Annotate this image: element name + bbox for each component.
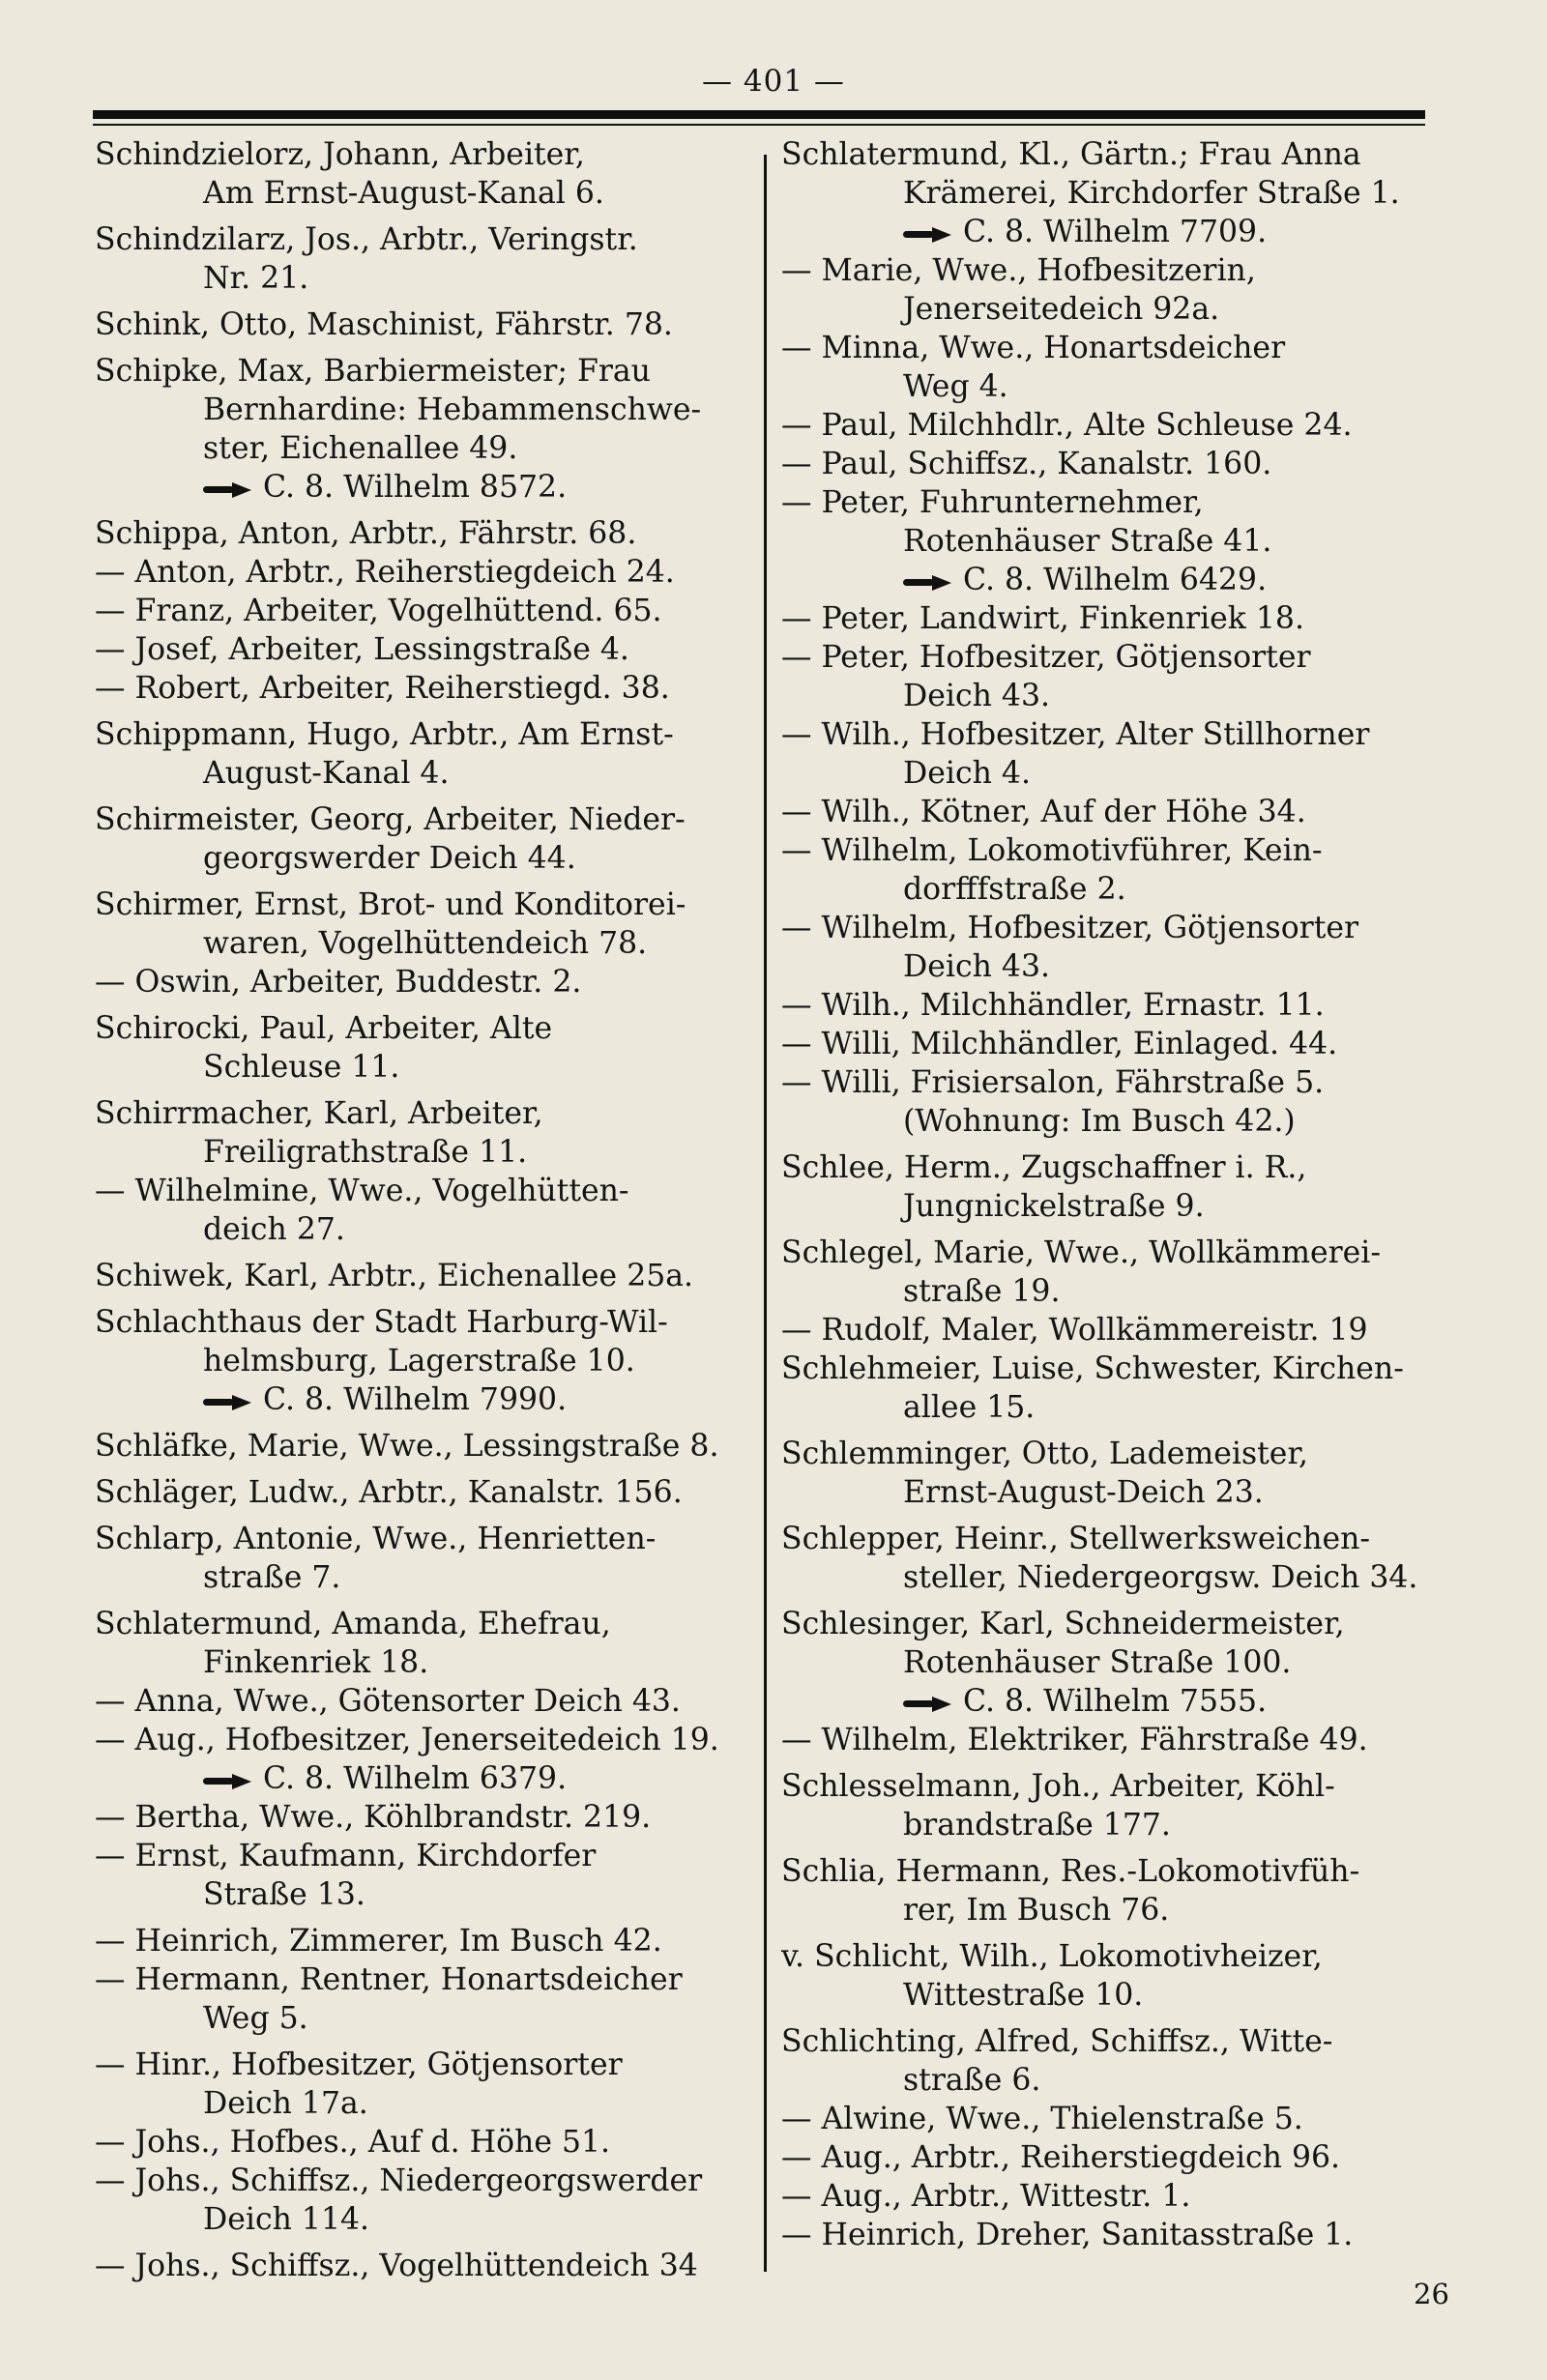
- directory-sub-entry-line: [781, 483, 1204, 522]
- directory-entry-line: [95, 305, 673, 344]
- directory-entry-line: [903, 1891, 1169, 1930]
- directory-sub-entry-line: [95, 1798, 651, 1837]
- entry-text: — Wilhelm, Hofbesitzer, Götjensorter: [781, 911, 1359, 945]
- entry-text: — Paul, Milchhdlr., Alte Schleuse 24.: [781, 408, 1353, 443]
- entry-text: deich 27.: [203, 1212, 345, 1247]
- directory-sub-entry-line: [95, 630, 629, 669]
- footer-signature-number: 26: [1414, 2278, 1449, 2310]
- entry-text: Schlatermund, Kl., Gärtn.; Frau Anna: [781, 137, 1361, 172]
- entry-text: Schindzilarz, Jos., Arbtr., Veringstr.: [95, 222, 638, 257]
- entry-text: Weg 4.: [903, 369, 1008, 404]
- directory-entry-line: [903, 677, 1050, 715]
- directory-entry-line: [903, 754, 1031, 793]
- directory-entry-line: [903, 1558, 1417, 1597]
- directory-entry-line: [203, 924, 647, 963]
- entry-text: — Wilhelm, Elektriker, Fährstraße 49.: [781, 1723, 1368, 1757]
- entry-text: Schippa, Anton, Arbtr., Fährstr. 68.: [95, 516, 637, 551]
- entry-text: — Heinrich, Zimmerer, Im Busch 42.: [95, 1924, 662, 1959]
- telephone-icon: [203, 1395, 253, 1408]
- entry-text: Schirmer, Ernst, Brot- und Konditorei-: [95, 887, 686, 922]
- directory-entry-line: [203, 2084, 368, 2123]
- directory-entry-line: [903, 2061, 1040, 2100]
- directory-entry-line: [781, 1852, 1359, 1891]
- directory-sub-entry-line: [781, 1721, 1368, 1759]
- directory-entry-line: [903, 561, 1267, 599]
- directory-entry-line: [781, 1148, 1306, 1187]
- entry-text: — Oswin, Arbeiter, Buddestr. 2.: [95, 965, 582, 1000]
- entry-text: C. 8. Wilhelm 6379.: [263, 1761, 568, 1796]
- entry-text: — Minna, Wwe., Honartsdeicher: [781, 331, 1286, 365]
- entry-text: C. 8. Wilhelm 7555.: [963, 1684, 1268, 1719]
- directory-entry-line: [95, 1473, 683, 1512]
- entry-text: — Josef, Arbeiter, Lessingstraße 4.: [95, 632, 629, 667]
- entry-text: — Anna, Wwe., Götensorter Deich 43.: [95, 1684, 681, 1719]
- directory-entry-line: [203, 2200, 369, 2239]
- directory-entry-line: [781, 2022, 1332, 2061]
- directory-entry-line: [95, 715, 674, 754]
- entry-text: Schink, Otto, Maschinist, Fährstr. 78.: [95, 307, 673, 342]
- directory-sub-entry-line: [781, 1311, 1368, 1350]
- column-divider: [764, 155, 767, 2272]
- entry-text: C. 8. Wilhelm 8572.: [263, 470, 568, 505]
- telephone-icon: [903, 1697, 953, 1710]
- entry-text: Am Ernst-August-Kanal 6.: [203, 176, 604, 211]
- entry-text: — Hinr., Hofbesitzer, Götjensorter: [95, 2047, 623, 2082]
- entry-text: georgswerder Deich 44.: [203, 841, 576, 876]
- entry-text: Schlarp, Antonie, Wwe., Henrietten-: [95, 1522, 657, 1556]
- directory-entry-line: [903, 522, 1271, 561]
- entry-text: — Wilh., Hofbesitzer, Alter Stillhorner: [781, 717, 1370, 752]
- entry-text: — Willi, Milchhändler, Einlaged. 44.: [781, 1027, 1338, 1061]
- directory-entry-line: [903, 947, 1050, 986]
- entry-text: C. 8. Wilhelm 7709.: [963, 215, 1268, 249]
- directory-entry-line: [903, 1473, 1264, 1512]
- directory-entry-line: [781, 1937, 1323, 1976]
- entry-text: Schlesinger, Karl, Schneidermeister,: [781, 1607, 1345, 1641]
- entry-text: (Wohnung: Im Busch 42.): [903, 1104, 1296, 1139]
- entry-text: dorfffstraße 2.: [903, 872, 1126, 907]
- entry-text: Krämerei, Kirchdorfer Straße 1.: [903, 176, 1400, 211]
- directory-entry-line: [781, 1234, 1381, 1272]
- entry-text: Schirmeister, Georg, Arbeiter, Nieder-: [95, 802, 686, 837]
- entry-text: allee 15.: [903, 1390, 1036, 1425]
- directory-sub-entry-line: [95, 963, 581, 1001]
- directory-entry-line: [95, 1520, 656, 1558]
- entry-text: Schlegel, Marie, Wwe., Wollkämmerei-: [781, 1235, 1382, 1270]
- directory-entry-line: [203, 1558, 340, 1597]
- directory-sub-entry-line: [781, 406, 1353, 445]
- directory-entry-line: [203, 468, 567, 507]
- entry-text: Schlichting, Alfred, Schiffsz., Witte-: [781, 2024, 1333, 2059]
- entry-text: — Wilh., Milchhändler, Ernastr. 11.: [781, 988, 1325, 1023]
- directory-entry-line: [903, 1388, 1035, 1427]
- directory-entry-line: [203, 391, 701, 429]
- entry-text: Schläger, Ludw., Arbtr., Kanalstr. 156.: [95, 1475, 683, 1510]
- entry-text: Schlatermund, Amanda, Ehefrau,: [95, 1607, 611, 1641]
- entry-text: waren, Vogelhüttendeich 78.: [203, 926, 648, 961]
- directory-entry-line: [903, 174, 1400, 213]
- entry-text: — Heinrich, Dreher, Sanitasstraße 1.: [781, 2218, 1354, 2252]
- directory-entry-line: [203, 839, 576, 878]
- directory-entry-line: [903, 1187, 1205, 1226]
- entry-text: Schlemminger, Otto, Lademeister,: [781, 1437, 1309, 1471]
- entry-text: — Peter, Fuhrunternehmer,: [781, 485, 1204, 520]
- directory-entry-line: [903, 1682, 1267, 1721]
- entry-text: Schlee, Herm., Zugschaffner i. R.,: [781, 1150, 1307, 1185]
- entry-text: — Johs., Schiffsz., Vogelhüttendeich 34: [95, 2249, 698, 2283]
- entry-text: Schiwek, Karl, Arbtr., Eichenallee 25a.: [95, 1259, 694, 1293]
- directory-entry-line: [781, 1350, 1404, 1388]
- directory-entry-line: [95, 135, 585, 174]
- directory-entry-line: [203, 1133, 527, 1172]
- directory-entry-line: [95, 885, 686, 924]
- entry-text: — Willi, Frisiersalon, Fährstraße 5.: [781, 1065, 1325, 1100]
- directory-sub-entry-line: [95, 592, 662, 630]
- directory-sub-entry-line: [95, 1172, 629, 1210]
- entry-text: Deich 43.: [903, 949, 1051, 984]
- entry-text: Bernhardine: Hebammenschwe-: [203, 392, 702, 427]
- directory-sub-entry-line: [95, 1682, 681, 1721]
- entry-text: — Peter, Landwirt, Finkenriek 18.: [781, 601, 1304, 636]
- entry-text: — Marie, Wwe., Hofbesitzerin,: [781, 253, 1256, 288]
- entry-text: — Paul, Schiffsz., Kanalstr. 160.: [781, 447, 1272, 481]
- directory-entry-line: [95, 514, 636, 553]
- directory-sub-entry-line: [781, 831, 1323, 870]
- entry-text: straße 6.: [903, 2063, 1041, 2098]
- directory-entry-line: [903, 367, 1008, 406]
- entry-text: — Bertha, Wwe., Köhlbrandstr. 219.: [95, 1800, 652, 1835]
- directory-entry-line: [903, 1806, 1171, 1844]
- directory-entry-line: [203, 754, 449, 793]
- entry-text: — Aug., Hofbesitzer, Jenerseitedeich 19.: [95, 1723, 719, 1757]
- directory-entry-line: [781, 1520, 1370, 1558]
- directory-entry-line: [203, 1380, 567, 1419]
- header-rule-thin: [93, 124, 1425, 126]
- page-number: — 401 —: [702, 64, 845, 99]
- directory-sub-entry-line: [781, 1063, 1324, 1102]
- entry-text: Rotenhäuser Straße 41.: [903, 524, 1272, 559]
- directory-entry-line: [903, 290, 1219, 329]
- directory-sub-entry-line: [781, 251, 1256, 290]
- directory-entry-line: [903, 1643, 1291, 1682]
- directory-entry-line: [203, 429, 517, 468]
- directory-sub-entry-line: [95, 1922, 662, 1960]
- directory-sub-entry-line: [95, 1721, 719, 1759]
- directory-entry-line: [903, 870, 1126, 909]
- directory-entry-line: [95, 1009, 552, 1048]
- entry-text: Schlehmeier, Luise, Schwester, Kirchen-: [781, 1351, 1404, 1386]
- directory-entry-line: [203, 1759, 567, 1798]
- directory-sub-entry-line: [781, 909, 1358, 947]
- directory-entry-line: [903, 1272, 1060, 1311]
- entry-text: Weg 5.: [203, 2001, 308, 2036]
- entry-text: brandstraße 177.: [903, 1808, 1171, 1843]
- entry-text: Straße 13.: [203, 1877, 365, 1912]
- directory-entry-line: [203, 1999, 308, 2038]
- directory-sub-entry-line: [95, 1960, 683, 1999]
- directory-sub-entry-line: [95, 2123, 610, 2162]
- directory-entry-line: [95, 1427, 718, 1466]
- entry-text: — Franz, Arbeiter, Vogelhüttend. 65.: [95, 594, 662, 628]
- directory-sub-entry-line: [781, 2177, 1190, 2216]
- directory-sub-entry-line: [781, 329, 1285, 367]
- entry-text: Nr. 21.: [203, 261, 309, 296]
- telephone-icon: [903, 227, 953, 241]
- entry-text: rer, Im Busch 76.: [903, 1893, 1170, 1928]
- directory-sub-entry-line: [781, 2216, 1353, 2254]
- entry-text: Rotenhäuser Straße 100.: [903, 1645, 1292, 1680]
- directory-sub-entry-line: [95, 553, 675, 592]
- directory-entry-line: [95, 1303, 668, 1342]
- entry-text: Schläfke, Marie, Wwe., Lessingstraße 8.: [95, 1429, 719, 1464]
- entry-text: Schirocki, Paul, Arbeiter, Alte: [95, 1011, 553, 1046]
- entry-text: Freiligrathstraße 11.: [203, 1135, 528, 1170]
- directory-entry-line: [203, 1048, 399, 1087]
- directory-entry-line: [95, 220, 638, 259]
- directory-entry-line: [903, 1102, 1296, 1141]
- entry-text: Schlia, Hermann, Res.-Lokomotivfüh-: [781, 1854, 1360, 1889]
- entry-text: Jenerseitedeich 92a.: [903, 292, 1220, 327]
- entry-text: C. 8. Wilhelm 7990.: [263, 1382, 568, 1417]
- directory-entry-line: [203, 259, 308, 298]
- telephone-icon: [903, 575, 953, 589]
- directory-entry-line: [95, 1605, 611, 1643]
- entry-text: — Alwine, Wwe., Thielenstraße 5.: [781, 2102, 1303, 2136]
- entry-text: Schlesselmann, Joh., Arbeiter, Köhl-: [781, 1769, 1335, 1804]
- directory-sub-entry-line: [781, 2100, 1303, 2138]
- directory-entry-line: [903, 1976, 1143, 2015]
- directory-sub-entry-line: [95, 2247, 698, 2285]
- directory-sub-entry-line: [781, 445, 1271, 483]
- entry-text: — Rudolf, Maler, Wollkämmereistr. 19: [781, 1313, 1368, 1348]
- directory-entry-line: [95, 1257, 693, 1295]
- directory-entry-line: [903, 213, 1267, 251]
- entry-text: helmsburg, Lagerstraße 10.: [203, 1344, 635, 1379]
- entry-text: — Wilhelmine, Wwe., Vogelhütten-: [95, 1174, 629, 1208]
- entry-text: Wittestraße 10.: [903, 1978, 1144, 2013]
- directory-sub-entry-line: [95, 669, 670, 708]
- entry-text: straße 7.: [203, 1560, 341, 1595]
- telephone-icon: [203, 482, 253, 496]
- entry-text: steller, Niedergeorgsw. Deich 34.: [903, 1560, 1418, 1595]
- entry-text: ster, Eichenallee 49.: [203, 431, 518, 466]
- directory-entry-line: [95, 800, 686, 839]
- entry-text: Deich 43.: [903, 679, 1051, 713]
- directory-entry-line: [203, 1210, 345, 1249]
- entry-text: C. 8. Wilhelm 6429.: [963, 563, 1268, 597]
- entry-text: — Ernst, Kaufmann, Kirchdorfer: [95, 1839, 597, 1873]
- entry-text: — Wilh., Kötner, Auf der Höhe 34.: [781, 795, 1306, 829]
- directory-entry-line: [203, 174, 604, 213]
- entry-text: Schindzielorz, Johann, Arbeiter,: [95, 137, 585, 172]
- entry-text: — Aug., Arbtr., Wittestr. 1.: [781, 2179, 1191, 2214]
- entry-text: — Johs., Hofbes., Auf d. Höhe 51.: [95, 2125, 611, 2160]
- directory-entry-line: [203, 1875, 365, 1914]
- entry-text: — Peter, Hofbesitzer, Götjensorter: [781, 640, 1311, 675]
- entry-text: August-Kanal 4.: [203, 756, 450, 791]
- directory-sub-entry-line: [781, 599, 1304, 638]
- directory-sub-entry-line: [781, 2138, 1340, 2177]
- telephone-icon: [203, 1774, 253, 1787]
- entry-text: Schipke, Max, Barbiermeister; Frau: [95, 354, 651, 389]
- entry-text: — Robert, Arbeiter, Reiherstiegd. 38.: [95, 671, 670, 706]
- entry-text: Schlachthaus der Stadt Harburg-Wil-: [95, 1305, 668, 1340]
- entry-text: Jungnickelstraße 9.: [903, 1189, 1205, 1224]
- entry-text: Ernst-August-Deich 23.: [903, 1475, 1264, 1510]
- entry-text: Schirrmacher, Karl, Arbeiter,: [95, 1096, 543, 1131]
- entry-text: v. Schlicht, Wilh., Lokomotivheizer,: [781, 1939, 1323, 1974]
- entry-text: Deich 17a.: [203, 2086, 368, 2121]
- entry-text: — Johs., Schiffsz., Niedergeorgswerder: [95, 2163, 703, 2198]
- directory-sub-entry-line: [781, 793, 1306, 831]
- directory-entry-line: [781, 1605, 1345, 1643]
- directory-sub-entry-line: [95, 2046, 623, 2084]
- header-rule-thick: [93, 110, 1425, 119]
- directory-entry-line: [95, 352, 651, 391]
- entry-text: Schleuse 11.: [203, 1050, 400, 1085]
- entry-text: — Hermann, Rentner, Honartsdeicher: [95, 1962, 683, 1997]
- entry-text: — Wilhelm, Lokomotivführer, Kein-: [781, 833, 1323, 868]
- directory-entry-line: [781, 1767, 1335, 1806]
- entry-text: Finkenriek 18.: [203, 1645, 429, 1680]
- directory-sub-entry-line: [95, 1837, 596, 1875]
- entry-text: straße 19.: [903, 1274, 1061, 1309]
- entry-text: — Anton, Arbtr., Reiherstiegdeich 24.: [95, 555, 675, 590]
- directory-sub-entry-line: [781, 986, 1325, 1025]
- directory-entry-line: [781, 135, 1361, 174]
- entry-text: Schlepper, Heinr., Stellwerksweichen-: [781, 1522, 1371, 1556]
- entry-text: — Aug., Arbtr., Reiherstiegdeich 96.: [781, 2140, 1341, 2175]
- directory-entry-line: [781, 1435, 1308, 1473]
- directory-sub-entry-line: [95, 2162, 702, 2200]
- entry-text: Schippmann, Hugo, Arbtr., Am Ernst-: [95, 717, 674, 752]
- directory-sub-entry-line: [781, 715, 1369, 754]
- directory-entry-line: [203, 1342, 635, 1380]
- directory-entry-line: [203, 1643, 428, 1682]
- entry-text: Deich 4.: [903, 756, 1031, 791]
- directory-sub-entry-line: [781, 638, 1311, 677]
- directory-entry-line: [95, 1094, 543, 1133]
- directory-sub-entry-line: [781, 1025, 1337, 1063]
- entry-text: Deich 114.: [203, 2202, 370, 2237]
